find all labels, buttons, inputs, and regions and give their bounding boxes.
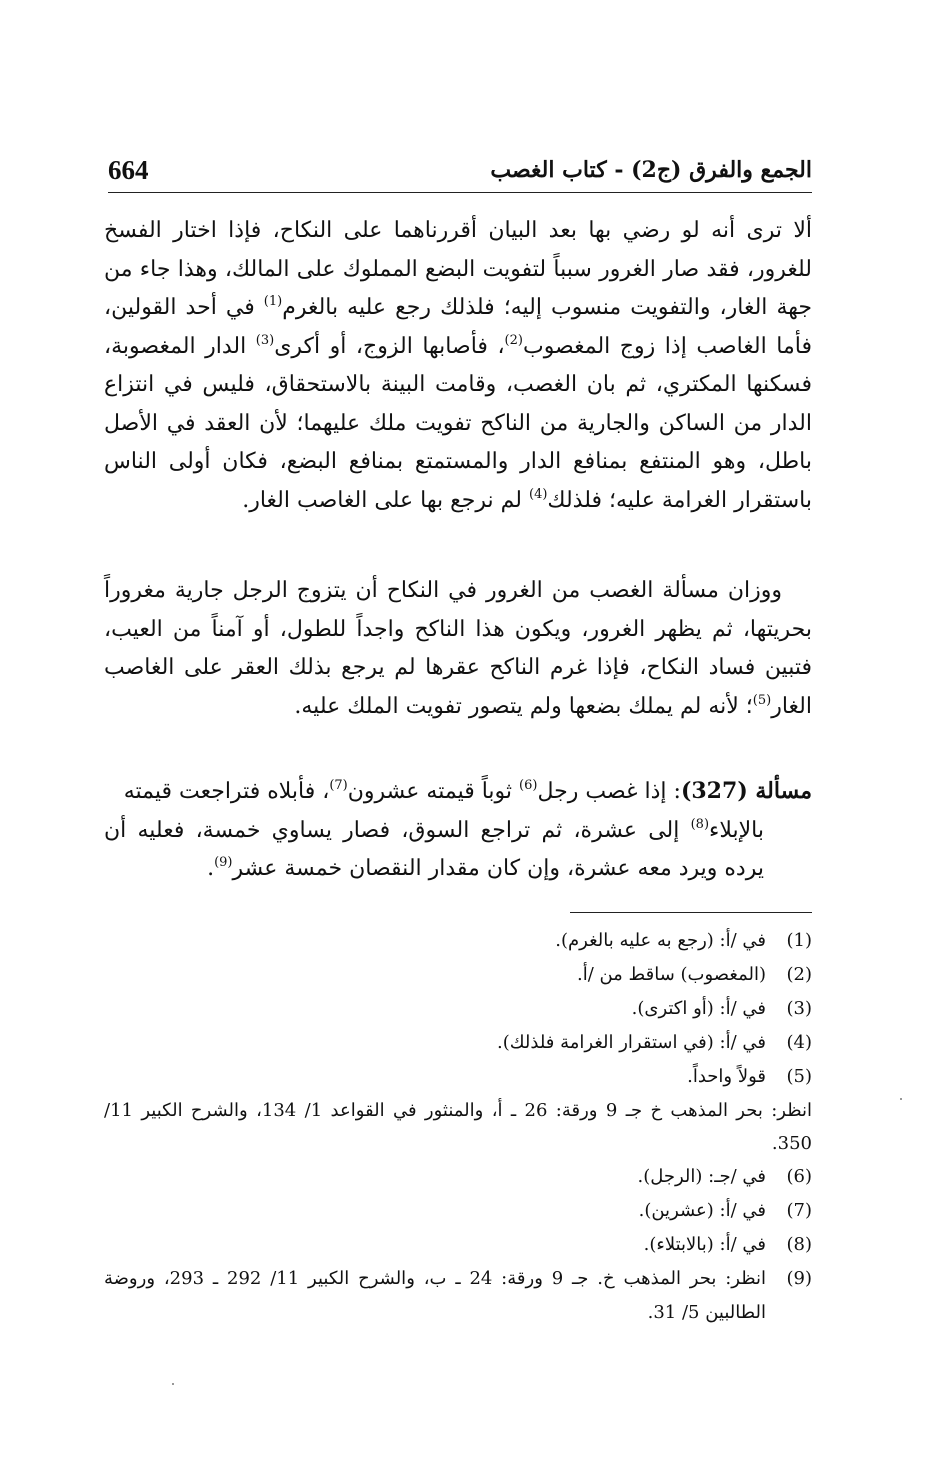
footnote xyxy=(104,1026,812,1060)
footnote-continuation: انظر: بحر المذهب خ جـ 9 ورقة: 26 ـ أ، والمنثور في القواعد 1/ 134، والشرح الكبير 11/ 350. xyxy=(104,1100,812,1154)
footnote-ref-1: (1) xyxy=(263,294,283,309)
footnote-number: (7) xyxy=(786,1200,812,1221)
footnote-ref-4: (4) xyxy=(528,486,548,502)
footnote-ref-8: (8) xyxy=(690,816,710,832)
footnote-number: (2) xyxy=(786,964,812,985)
header-rule xyxy=(108,192,812,193)
issue-text: إلى عشرة، ثم تراجع السوق، فصار يساوي خمسة، فعليه أن يرده ويرد معه عشرة، وإن كان مقدار النقصان خمسة عشر xyxy=(104,817,764,881)
issue-text: ، فأبلاه فتراجعت قيمته xyxy=(123,779,330,804)
footnote-text: في /أ: (أو اكترى). xyxy=(631,998,766,1019)
issue-text: ثوباً قيمته عشرون xyxy=(347,779,520,804)
running-head: الجمع والفرق (ج2) - كتاب الغصب xyxy=(490,157,812,183)
scan-speck xyxy=(172,1383,174,1385)
footnote xyxy=(104,924,812,958)
footnote-ref-7: (7) xyxy=(329,778,348,793)
footnote-text: قولاً واحداً. xyxy=(687,1066,766,1087)
page-number: 664 xyxy=(108,154,149,185)
issue-heading: مسألة (327) xyxy=(680,778,812,804)
footnote xyxy=(104,958,812,992)
footnote-ref-2: (2) xyxy=(504,332,523,348)
issue-first-line xyxy=(104,772,812,812)
issue-text: . xyxy=(207,856,215,881)
footnotes xyxy=(104,924,812,1330)
footnote xyxy=(104,1262,812,1330)
footnote-number: (1) xyxy=(786,930,812,951)
footnote-text: انظر: بحر المذهب خ. جـ 9 ورقة: 24 ـ ب، والشرح الكبير 11/ 292 ـ 293، وروضة الطالبين 5/ 31. xyxy=(104,1268,766,1323)
footnote xyxy=(104,1060,812,1094)
footnote-number: (9) xyxy=(786,1268,812,1289)
page-header xyxy=(108,150,812,190)
footnote-text: في /جـ: (الرجل). xyxy=(637,1166,766,1187)
footnote-separator xyxy=(570,912,812,913)
scan-speck xyxy=(900,1098,902,1100)
issue-continuation xyxy=(104,812,812,889)
paragraph-1-text: الدار المغصوبة، فسكنها المكتري، ثم بان الغصب، وقامت البينة بالاستحقاق، فليس في انتزاع الدار من الساكن والجارية من الناكح تفويت ملك عليهما؛ لأن العقد في الأصل باطل، وهو المنتفع بمنافع الدار والمستمتع بمنافع البضع، فكان أولى الناس باستقرار الغرامة عليه؛ فلذلك xyxy=(104,333,812,513)
footnote-number: (3) xyxy=(786,998,812,1019)
footnote xyxy=(104,1160,812,1194)
issue-text: : إذا غصب رجل xyxy=(537,779,681,804)
paragraph-1-text: ، فأصابها الزوج، أو أكرى xyxy=(274,333,505,359)
footnote-ref-6: (6) xyxy=(519,778,538,793)
issue-327 xyxy=(104,772,812,889)
footnote-text: في /أ: (في استقرار الغرامة فلذلك). xyxy=(496,1032,766,1053)
footnote-text: في /أ: (رجع به عليه بالغرم). xyxy=(555,930,766,951)
footnote-text: في /أ: (بالابتلاء). xyxy=(643,1234,766,1255)
paragraph-2 xyxy=(104,572,812,726)
footnote-ref-9: (9) xyxy=(214,855,233,870)
footnote xyxy=(104,992,812,1026)
footnote-ref-5: (5) xyxy=(752,692,772,708)
paragraph-2-text: ووزان مسألة الغصب من الغرور في النكاح أن يتزوج الرجل جارية مغروراً بحريتها، ثم يظهر الغرور، ويكون هذا الناكح واجداً للطول، أو آمناً من العيب، فتبين فساد النكاح، فإذا غرم الناكح عقرها لم يرجع بذلك العقر على الغاصب الغار xyxy=(104,578,812,719)
paragraph-1 xyxy=(104,212,812,520)
footnote-number: (8) xyxy=(786,1234,812,1255)
footnote-number: (6) xyxy=(786,1166,812,1187)
footnote xyxy=(104,1194,812,1228)
footnote-number: (5) xyxy=(786,1066,812,1087)
paragraph-1-text: لم نرجع بها على الغاصب الغار. xyxy=(242,487,529,513)
footnote-text: (المغصوب) ساقط من /أ. xyxy=(576,964,766,985)
issue-text: بالإبلاء xyxy=(709,817,764,843)
footnote xyxy=(104,1228,812,1262)
paragraph-2-text: ؛ لأنه لم يملك بضعها ولم يتصور تفويت الملك عليه. xyxy=(294,693,753,719)
paragraph-1-text: ألا ترى أنه لو رضي بها بعد البيان أقررناهما على النكاح، فإذا اختار الفسخ للغرور، فقد صار الغرور سبباً لتفويت البضع المملوك على المالك، وهذا جاء من جهة الغار، والتفويت منسوب إليه؛ فلذلك رجع عليه بالغرم xyxy=(104,218,812,320)
footnote-number: (4) xyxy=(786,1032,812,1053)
footnote-text: في /أ: (عشرين). xyxy=(638,1200,766,1221)
footnote-ref-3: (3) xyxy=(255,332,275,348)
paragraph-1-text: في أحد القولين، فأما الغاصب إذا زوج المغصوب xyxy=(104,295,812,359)
